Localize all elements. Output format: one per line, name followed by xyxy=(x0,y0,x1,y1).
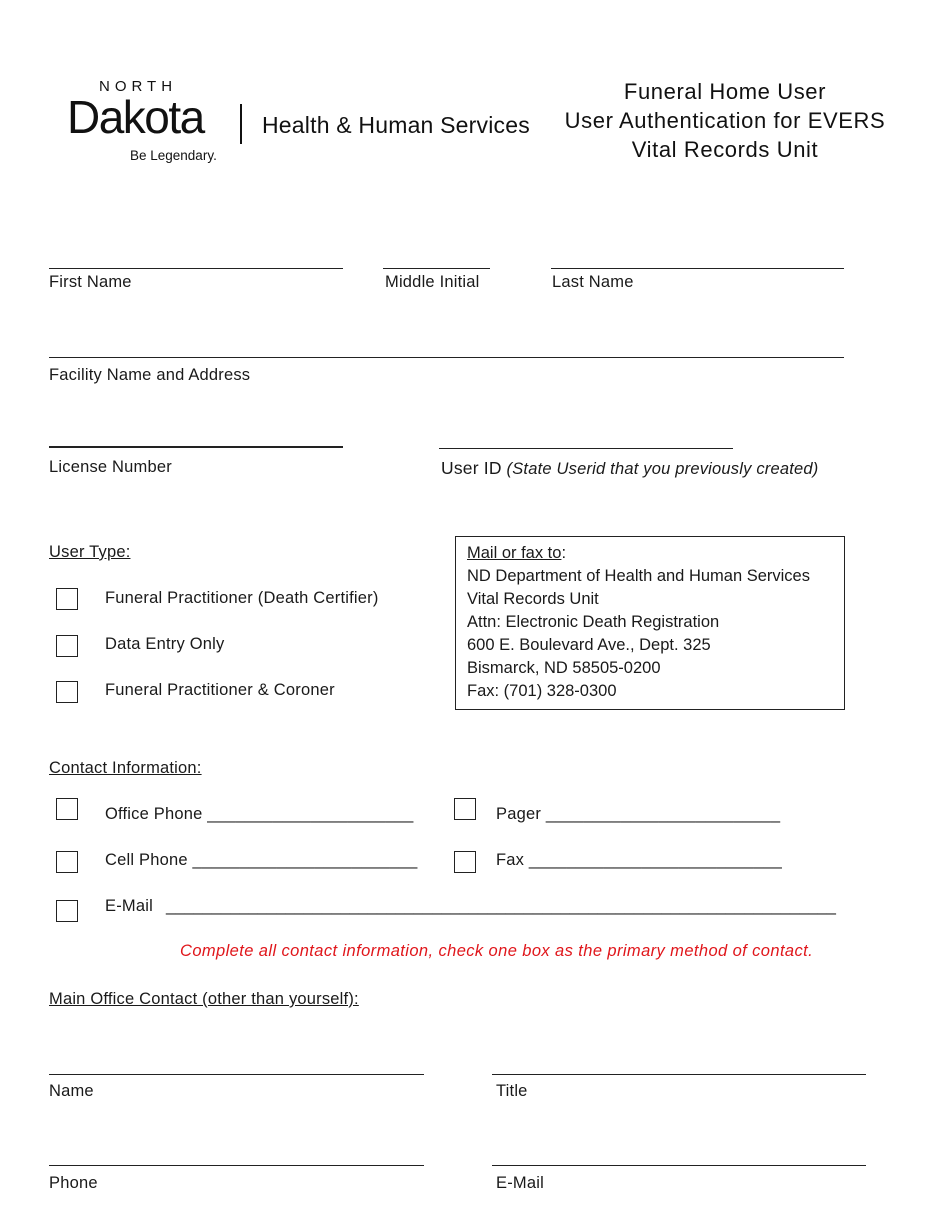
checkbox-office-phone[interactable] xyxy=(56,798,78,820)
mail-line-4: 600 E. Boulevard Ave., Dept. 325 xyxy=(467,636,711,654)
user-type-heading: User Type: xyxy=(49,543,131,561)
logo-north-text: NORTH xyxy=(99,78,178,95)
facility-label: Facility Name and Address xyxy=(49,366,251,384)
user-id-line[interactable] xyxy=(439,448,733,449)
user-id-note: (State Userid that you previously created) xyxy=(506,460,819,478)
mail-line-1: ND Department of Health and Human Services xyxy=(467,567,810,585)
mail-line-3: Attn: Electronic Death Registration xyxy=(467,613,720,631)
checkbox-data-entry[interactable] xyxy=(56,635,78,657)
mail-line-2: Vital Records Unit xyxy=(467,590,599,608)
office-title-line[interactable] xyxy=(492,1074,866,1075)
office-email-line[interactable] xyxy=(492,1165,866,1166)
option-data-entry: Data Entry Only xyxy=(105,635,225,653)
mail-line-5: Bismarck, ND 58505-0200 xyxy=(467,659,661,677)
option-practitioner-coroner: Funeral Practitioner & Coroner xyxy=(105,681,335,699)
mail-heading-colon: : xyxy=(561,544,567,562)
middle-initial-label: Middle Initial xyxy=(385,273,480,291)
option-death-certifier: Funeral Practitioner (Death Certifier) xyxy=(105,589,379,607)
middle-initial-line[interactable] xyxy=(383,268,490,269)
contact-instruction-note: Complete all contact information, check one box as the primary method of contact. xyxy=(180,942,814,960)
license-line[interactable] xyxy=(49,446,343,448)
cell-phone-field[interactable]: Cell Phone ________________________ xyxy=(105,851,418,869)
user-id-label xyxy=(441,458,818,479)
last-name-line[interactable] xyxy=(551,268,844,269)
checkbox-pager[interactable] xyxy=(454,798,476,820)
office-email-label: E-Mail xyxy=(496,1174,544,1192)
office-phone-line[interactable] xyxy=(49,1165,424,1166)
office-name-label: Name xyxy=(49,1082,94,1100)
office-phone-field[interactable]: Office Phone ______________________ xyxy=(105,805,414,823)
user-id-text: User ID xyxy=(441,458,502,478)
title-line-3: Vital Records Unit xyxy=(631,137,819,162)
checkbox-email[interactable] xyxy=(56,900,78,922)
license-label: License Number xyxy=(49,458,172,476)
email-label: E-Mail xyxy=(105,897,153,915)
checkbox-practitioner-coroner[interactable] xyxy=(56,681,78,703)
main-office-heading: Main Office Contact (other than yourself): xyxy=(49,990,359,1008)
first-name-line[interactable] xyxy=(49,268,343,269)
fax-field[interactable]: Fax ___________________________ xyxy=(496,851,783,869)
nd-logo xyxy=(66,76,536,171)
title-line-2: User Authentication for EVERS xyxy=(564,108,886,133)
first-name-label: First Name xyxy=(49,273,132,291)
office-title-label: Title xyxy=(496,1082,528,1100)
office-name-line[interactable] xyxy=(49,1074,424,1075)
mail-heading xyxy=(467,542,844,565)
facility-line[interactable] xyxy=(49,357,844,358)
contact-heading: Contact Information: xyxy=(49,759,202,777)
office-phone-label: Phone xyxy=(49,1174,98,1192)
logo-dakota-text: Dakota xyxy=(67,91,204,143)
checkbox-cell-phone[interactable] xyxy=(56,851,78,873)
mail-heading-text: Mail or fax to xyxy=(467,544,562,562)
mail-address-box xyxy=(455,536,845,710)
logo-divider xyxy=(240,104,242,144)
email-field[interactable]: _________________________________________________________________________ xyxy=(166,897,836,915)
checkbox-fax[interactable] xyxy=(454,851,476,873)
checkbox-death-certifier[interactable] xyxy=(56,588,78,610)
pager-field[interactable]: Pager _________________________ xyxy=(496,805,781,823)
title-line-1: Funeral Home User xyxy=(623,79,827,104)
form-title xyxy=(545,79,905,163)
last-name-label: Last Name xyxy=(552,273,634,291)
mail-line-6: Fax: (701) 328-0300 xyxy=(467,682,617,700)
logo-department: Health & Human Services xyxy=(262,112,530,138)
logo-tagline: Be Legendary. xyxy=(130,148,217,163)
